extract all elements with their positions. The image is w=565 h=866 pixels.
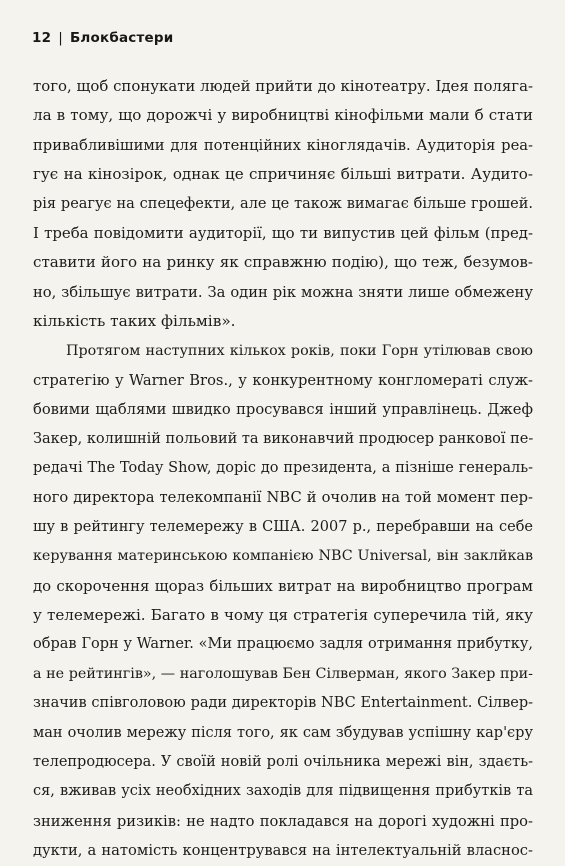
text-line: керування материнською компанією NBC Universal, він заклйкав <box>33 548 533 565</box>
text-line: телепродюсера. У своїй новій ролі очільника мережі він, здаєть- <box>33 753 533 770</box>
text-line: зниження ризиків: не надто покладався на дорогі художні про- <box>33 812 533 830</box>
header-separator: | <box>58 30 63 46</box>
running-header <box>32 30 173 46</box>
text-line: І треба повідомити аудиторії, що ти випустив цей фільм (пред- <box>33 223 533 242</box>
text-line: обрав Горн у Warner. «Ми працюємо задля отримання прибутку, <box>33 636 533 653</box>
text-line: у телемережі. Багато в чому ця стратегія суперечила тій, яку <box>33 606 533 625</box>
paragraph-2 <box>33 337 533 866</box>
text-line: привабливішими для потенційних кіноглядачів. Аудиторія реа- <box>33 136 533 154</box>
text-line: бовими щаблями швидко просувався інший управлінець. Джеф <box>33 401 533 419</box>
text-line: Закер, колишній польовий та виконавчий продюсер ранкової пе- <box>33 430 534 447</box>
page-number: 12 <box>32 30 52 46</box>
text-line: ла в тому, що дорожчі у виробництві кінофільми мали б стати <box>33 106 533 125</box>
text-line: гує на кінозірок, однак це спричиняє більші витрати. Аудито- <box>33 165 533 184</box>
text-line: ного директора телекомпанії NBC й очолив на той момент пер- <box>33 489 533 507</box>
text-line: рія реагує на спецефекти, але це також вимагає більше грошей. <box>33 195 533 212</box>
text-line: до скорочення щораз більших витрат на виробництво програм <box>33 576 533 595</box>
text-line: но, збільшує витрати. За один рік можна зняти лише обмежену <box>33 283 533 301</box>
text-line: шу в рейтингу телемережу в США. 2007 р., перебравши на себе <box>33 518 533 535</box>
text-line: ман очолив мережу після того, як сам збудував успішну кар'єру <box>33 724 533 741</box>
paragraph-1 <box>33 72 533 337</box>
text-line: Протягом наступних кількох років, поки Горн утілював свою <box>66 342 533 359</box>
text-line: ся, вживав усіх необхідних заходів для підвищення прибутків та <box>33 783 533 800</box>
body-text <box>33 72 533 866</box>
chapter-title: Блокбастери <box>69 30 174 46</box>
text-line: значив співголовою ради директорів NBC Entertainment. Сілвер- <box>33 695 533 712</box>
text-line: стратегію у Warner Bros., у конкурентному конгломераті служ- <box>33 371 533 389</box>
text-line: ставити його на ринку як справжню подію), що теж, безумов- <box>33 253 533 272</box>
text-line: того, щоб спонукати людей прийти до кінотеатру. Ідея поляга- <box>33 77 533 95</box>
text-line: дукти, а натомість концентрувався на інтелектуальній власнос- <box>33 842 533 860</box>
text-line: а не рейтингів», — наголошував Бен Сілверман, якого Закер при- <box>33 665 533 682</box>
text-line: кількість таких фільмів». <box>33 312 236 331</box>
text-line: редачі The Today Show, доріс до президента, а пізніше генераль- <box>33 460 533 477</box>
